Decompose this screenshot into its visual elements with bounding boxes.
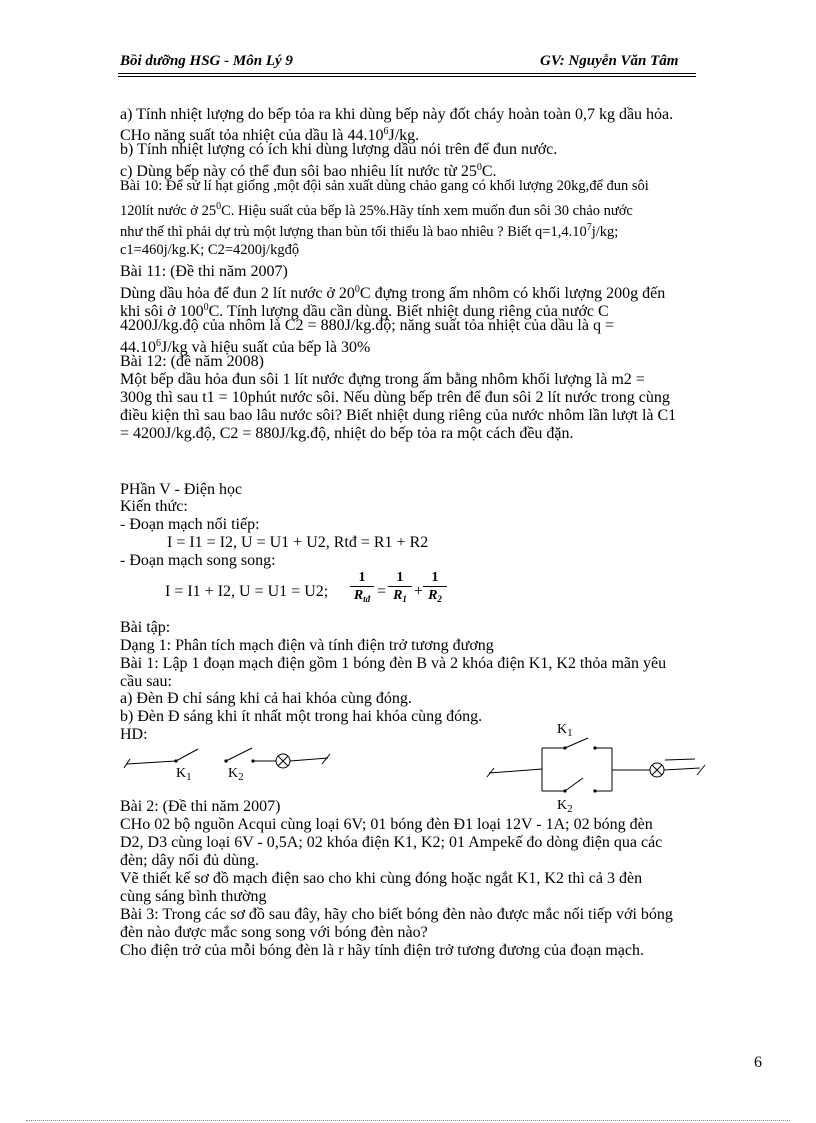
section-title: PHần V - Điện học xyxy=(120,481,243,498)
text-line: đèn nào được mắc song song với bóng đèn nào? xyxy=(120,924,428,941)
text-line: Bài 1: Lập 1 đoạn mạch điện gồm 1 bóng đèn B và 2 khóa điện K1, K2 thỏa mãn yêu xyxy=(120,655,667,672)
formula-parallel: I = I1 + I2, U = U1 = U2; xyxy=(165,583,329,600)
text-line: 120lít nước ở $25^0C$. Hiệu suất của bếp là 25%.Hãy tính xem muốn đun sôi 30 chảo nước xyxy=(120,201,633,219)
fraction-rtd: 1 $R_{tđ}$ xyxy=(350,570,374,608)
text-line: khi sôi ở $100^0C$. Tính lượng dầu cần dùng. Biết nhiệt dung riêng của nước C xyxy=(120,302,609,320)
text-line: điều kiện thì sau bao lâu nước sôi? Biết nhiệt dung riêng của nước nhôm lần lượt là C1 xyxy=(120,407,677,424)
text-line: cùng sáng bình thường xyxy=(120,888,267,905)
header-right: GV: Nguyễn Văn Tâm xyxy=(540,53,679,69)
text-line: - Đoạn mạch song song: xyxy=(120,552,276,569)
switch-k1-label: $K_1$ xyxy=(176,766,192,783)
text-line: b) Tính nhiệt lượng có ích khi dùng lượng dầu nói trên để đun nước. xyxy=(120,141,558,158)
text-line: HD: xyxy=(120,726,148,743)
text-line: Bài 10: Để sử lí hạt giống ,một đội sản xuất dùng chảo gang có khối lượng 20kg,để đun sôi xyxy=(120,178,649,194)
fraction-r1: $\frac{1}{R_1}$ xyxy=(388,570,412,608)
text-line: Kiến thức: xyxy=(120,498,188,515)
page-bottom-border xyxy=(26,1120,790,1121)
text-line: Bài 3: Trong các sơ đồ sau đây, hãy cho biết bóng đèn nào được mắc nối tiếp với bóng xyxy=(120,906,673,923)
text-line: Cho điện trở của mỗi bóng đèn là r hãy tính điện trở tương đương của đoạn mạch. xyxy=(120,942,644,959)
switch-k2-label: $K_2$ xyxy=(228,766,244,783)
text-line: Dạng 1: Phân tích mạch điện và tính điện trở tương đương xyxy=(120,637,494,654)
text-line: Bài 12: (đề năm 2008) xyxy=(120,353,264,370)
header-rule-2 xyxy=(118,76,696,77)
switch-k2-label: $K_2$ xyxy=(557,798,573,815)
text-line: Bài 2: (Đề thi năm 2007) xyxy=(120,798,281,815)
text-line: c1=460j/kg.K; C2=4200j/kgđộ xyxy=(120,242,300,258)
switch-k1-label: $K_1$ xyxy=(557,722,573,739)
text-line: D2, D3 cùng loại 6V - 0,5A; 02 khóa điện K1, K2; 01 Ampekế đo dòng điện qua các xyxy=(120,834,663,851)
text-line: đèn; dây nối đủ dùng. xyxy=(120,852,260,869)
text-line: b) Đèn Đ sáng khi ít nhất một trong hai khóa cùng đóng. xyxy=(120,708,483,725)
text-line: Một bếp dầu hỏa đun sôi 1 lít nước đựng trong ấm bằng nhôm khối lượng là m2 = xyxy=(120,371,645,388)
text-line: - Đoạn mạch nối tiếp: xyxy=(120,516,260,533)
text-line: 4200J/kg.độ của nhôm là C2 = 880J/kg.độ; năng suất tỏa nhiệt của dầu là q = xyxy=(120,317,614,334)
text-line: như thế thì phải dự trù một lượng than bùn tối thiểu là bao nhiêu ? Biết $q=1,4.10^7j/kg$; xyxy=(120,222,619,240)
text-line: Vẽ thiết kế sơ đồ mạch điện sao cho khi cùng đóng hoặc ngắt K1, K2 thì cả 3 đèn xyxy=(120,870,643,887)
parallel-circuit-diagram xyxy=(485,735,715,800)
equals-sign: = xyxy=(377,583,387,600)
header-rule xyxy=(118,73,696,74)
text-line: 44.10$^6$J/kg và hiệu suất của bếp là 30% xyxy=(120,338,371,356)
text-line: cầu sau: xyxy=(120,673,172,690)
fraction-r2: $\frac{1}{R_2}$ xyxy=(423,570,447,608)
text-line: Dùng dầu hỏa để đun 2 lít nước ở $20^0C$ đựng trong ấm nhôm có khối lượng 200g đến xyxy=(120,284,666,302)
text-line: a) Tính nhiệt lượng do bếp tỏa ra khi dùng bếp này đốt cháy hoàn toàn 0,7 kg dầu hỏa. xyxy=(120,106,674,123)
page-number: 6 xyxy=(754,1054,762,1071)
header-left: Bồi dưỡng HSG - Môn Lý 9 xyxy=(120,53,293,69)
text-line: CHo 02 bộ nguồn Acqui cùng loại 6V; 01 bóng đèn Đ1 loại 12V - 1A; 02 bóng đèn xyxy=(120,816,653,833)
text-line: CHo năng suất tỏa nhiệt của dầu là 44.10$^6$J/kg. xyxy=(120,126,420,144)
text-line: c) Dùng bếp này có thể đun sôi bao nhiêu lít nước từ $25^0C$. xyxy=(120,162,497,180)
text-line: = 4200J/kg.độ, C2 = 880J/kg.độ, nhiệt do bếp tỏa ra một cách đều đặn. xyxy=(120,425,574,442)
text-line: a) Đèn Đ chỉ sáng khi cả hai khóa cùng đóng. xyxy=(120,690,412,707)
text-line: 300g thì sau t1 = 10phút nước sôi. Nếu dùng bếp trên để đun sôi 2 lít nước trong cùng xyxy=(120,389,670,406)
text-line: Bài 11: (Đề thi năm 2007) xyxy=(120,263,288,280)
text-line: Bài tập: xyxy=(120,619,171,636)
plus-sign: + xyxy=(414,583,424,600)
formula-series: I = I1 = I2, U = U1 + U2, Rtđ = R1 + R2 xyxy=(167,534,429,551)
